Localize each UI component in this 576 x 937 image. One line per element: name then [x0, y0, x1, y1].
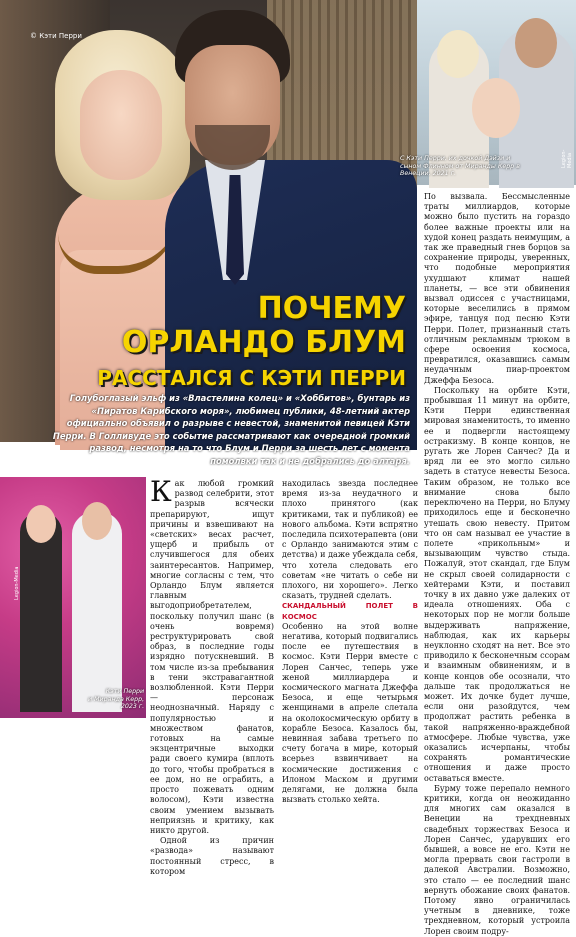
- headline-line-2: ОРЛАНДО БЛУМ: [121, 325, 406, 360]
- miranda-photo-credit: Legion-Media: [14, 566, 20, 600]
- family-photo-caption: С Кэти Перри, их дочкой Дэйзи и сыном Флинном от Миранды Керр в Венеции, 2021 г.: [400, 155, 520, 177]
- section-subhead: СКАНДАЛЬНЫЙ ПОЛЕТ В КОСМОС: [282, 602, 418, 621]
- family-photo-credit: Legion-Media: [561, 149, 573, 168]
- hero-photo-credit: © Кэти Перри: [30, 32, 82, 40]
- drop-cap: К: [150, 475, 172, 508]
- side-paragraph-3: Бурму тоже перепало немного критики, когда он неожиданно для многих сам оказался в Венеции на трехдневных свадебных торжествах Безоса и Лорен Санчес, ударувших его бывшей, а вовсе не его. Кэти не могла прервать свои гастроли в далекой Австралии. Возможно, это стало — ее последний шанс вернуть обожание своих фанатов. Потому явно ограничилась учетным в дневнике, тоже трехдневном, который устроила Лорен своим подру-: [424, 783, 570, 936]
- side-paragraph-2: Поскольку на орбите Кэти, пробывшая 11 минут на орбите, Кэти Перри единственная мировая знаменитость, то именно ее и подвергли настоящему остракизму. В конце концов, не ругать же Лорен Санчес? Да и вряд ли ее это могло сильно задеть в статусе невесты Безоса. Таким образом, не только все внимание снова было переключено на Перри, но Блуму приходилось еще и бесконечно утешать свою невесту. Притом что он сам называл ее участие в полете «прикольным» и вызывающим чувство стыда. Пожалуй, этот скандал, где Блум не скрыл своей солидарности с хейтерами Кэти, и поставил точку в их давно уже далеких от идеала отношениях. Оба с некоторых пор не могли больше выдерживать напряжение, наблюдая, как их карьеры неуклонно сходят на нет. Все это приводило к бесконечным ссорам и взаимным обвинениям, и в конце концов обе осознали, что дальше так продолжаться не может. Их дочке будет лучше, если они разойдутся, чем продолжат растить ребенка в такой напряженно-враждебной атмосфере. Любые чувства, уже оказались исчерпаны, чтобы сохранять романтические отношения и даже просто оставаться вместе.: [424, 385, 570, 783]
- article-paragraph-3: находилась звезда последнее время из-за неудачного и плохо принятого (как критиками, так и публикой) ее нового альбома. Кэти вспрятно последила психотерапевта (они с Орландо занимаются этим с детства) и даже убеждала себя, что хотела следовать его советам «не читать о себе ни плохого, ни хорошего». Легко сказать, трудней сделать.: [282, 479, 418, 601]
- miranda-photo: [0, 477, 146, 718]
- headline-line-1: ПОЧЕМУ: [257, 291, 406, 326]
- article-paragraph-4: Особенно на этой волне негатива, который подвигались после ее путешествия в космос. Кэти Перри вместе с Лорен Санчес, теперь уже женой миллиардера и космического магната Джеффа Безоса, и еще четырьмя женщинами в апреле слетала на околокосмическую орбиту в корабле Безоса. Казалось бы, невинная забава третьего по счету богача в мире, который всерьез взвинчивает на космические достижения с Илоном Маском и другими делягами, не должна была вызвать столько хейта.: [282, 621, 418, 805]
- lead-paragraph: Голубоглазый эльф из «Властелина колец» и «Хоббитов», бунтарь из «Пиратов Карибского моря», любимец публики, 48-летний актер официально объявил о разрыве с невестой, знаменитой певицей Кэти Перри. В Голливуде это событие рассматривают как очередной громкий развод, несмотря на то что Блум и Перри за шесть лет с момента помолвки так и не добрались до алтаря.: [52, 393, 410, 466]
- article-paragraph-1: ак любой громкий развод селебрити, этот разрыв всячески препарируют, ищут причины и взвешивают на «светских» весах расчет, ущерб и прибыль от случившегося для обеих заинтересантов. Например, многие согласны с тем, что Орландо Блум является главным выгодоприобретателем, поскольку получил шанс (в очень вовремя) реструктурировать свой образ, в последние годы изрядно потускневший. В том числе из-за пребывания в тени экстравагантной возлюбленной. Кэти Перри — персонаж неоднозначный. Наряду с популярностью и множеством фанатов, готовых на самые экзцентричные выходки ради своего кумира (вплоть до того, чтобы пробраться в ее дом, но не ограбить, а просто пожевать одним волосом), Кэти известна своим умением вызывать неприязнь и критику, как никто другой.: [150, 479, 274, 835]
- headline-line-3: РАССТАЛСЯ С КЭТИ ПЕРРИ: [97, 366, 406, 390]
- article-paragraph-2: Одной из причин «развода» называют постоянный стресс, в котором: [150, 836, 274, 876]
- article-column-middle: [282, 479, 418, 806]
- miranda-photo-caption: Кэти Перри и Миранда Керр, 2023 г.: [88, 688, 145, 710]
- article-column-left: [150, 475, 274, 877]
- side-paragraph-1: По вызвала. Бессмысленные траты миллиардов, которые можно было пустить на гораздо более важные проекты или на худой конец раздать неимущим, а так же праведный гнев борцов за сохранение природы, уверенных, что подобные мероприятия ухудшают климат нашей планеты, — все эти обвинения вызвал одиссея с участницами, которые веселились в прямом эфире, танцуя под песню Кэти Перри. Полет, признанный стать отличным рекламным трюком в сфере освоения космоса, превратился, оказавшись самым неудачным пиар-проектом Джеффа Безоса.: [424, 192, 570, 385]
- side-column: [424, 192, 570, 937]
